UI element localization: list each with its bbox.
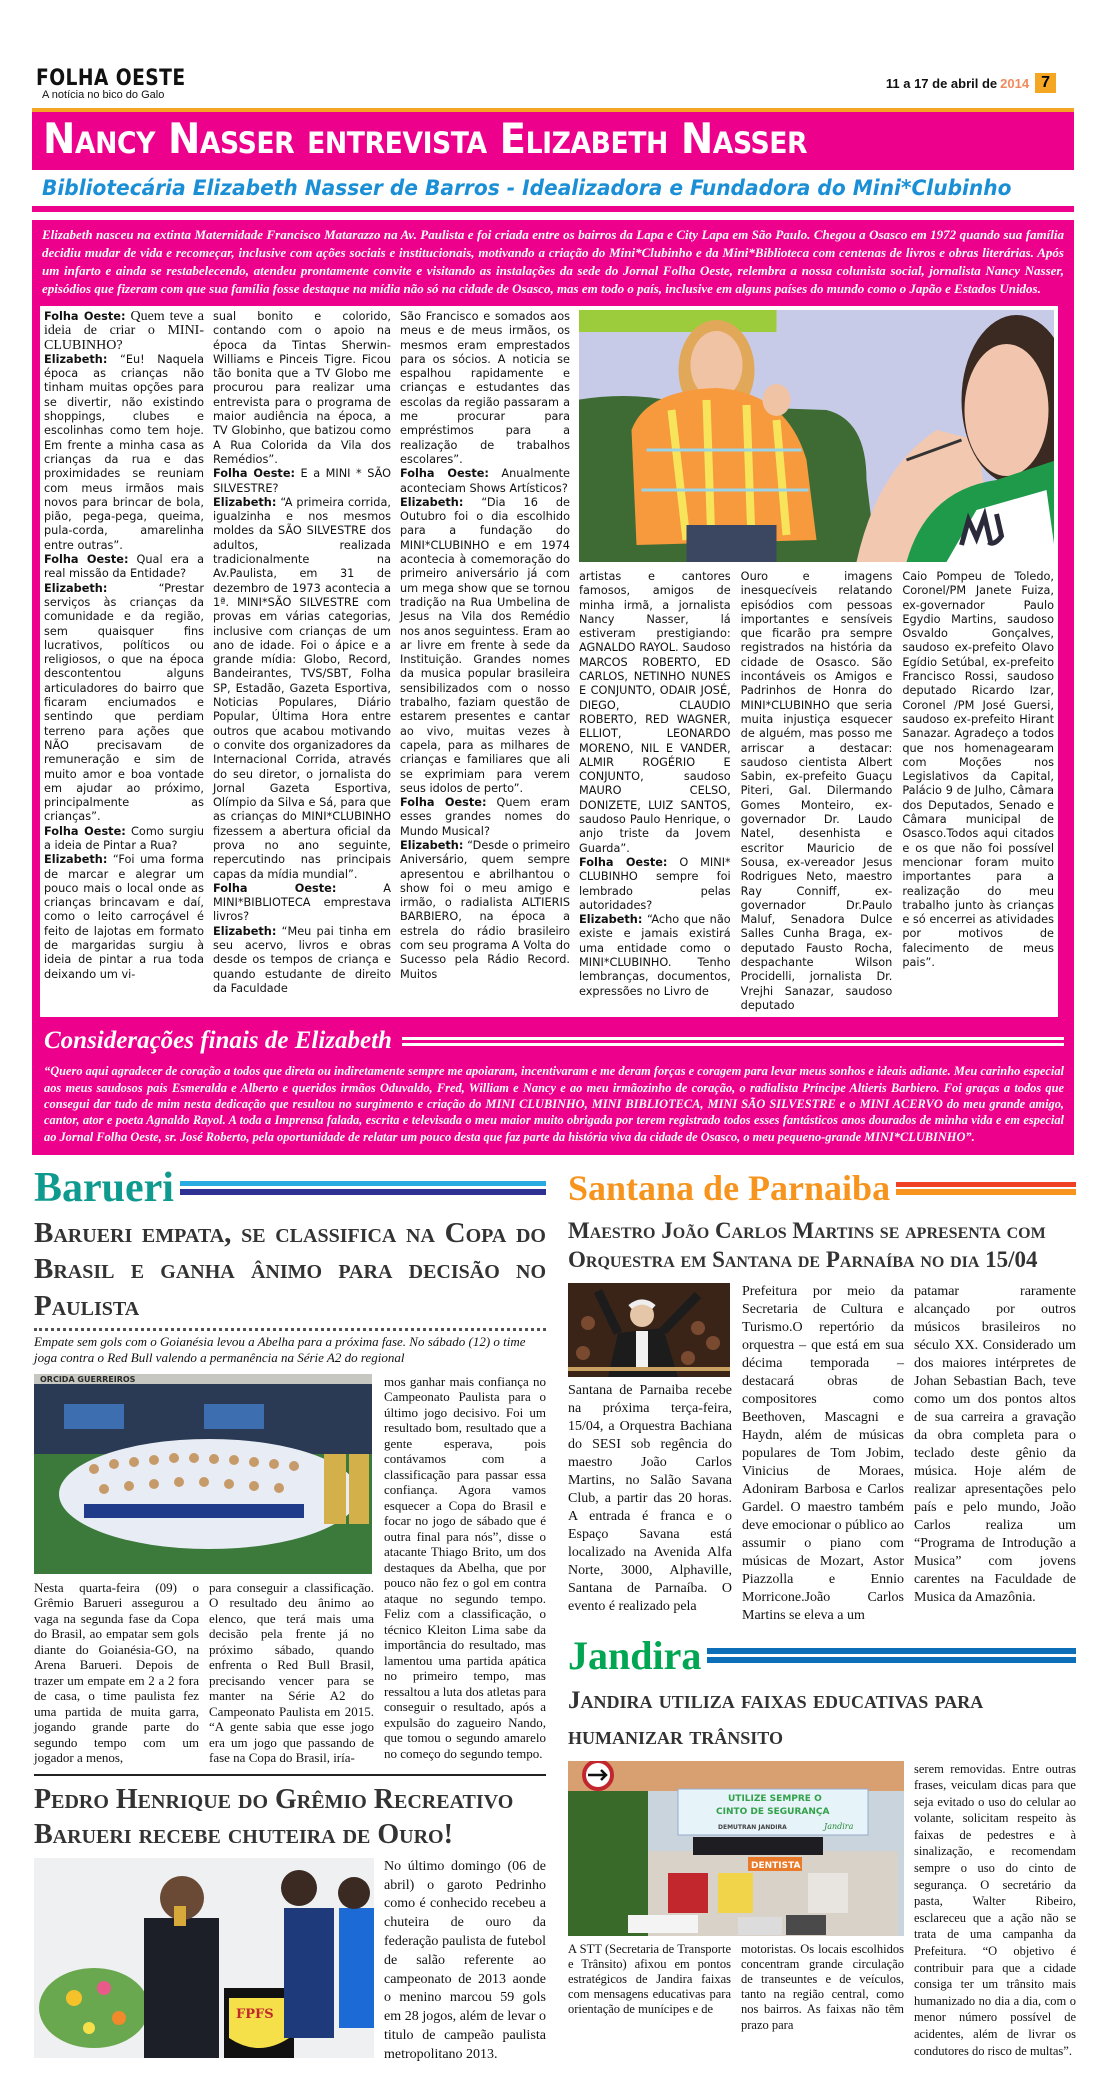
paragraph-text: “Acho que não existe e jamais existirá uma entidade como o MINI*CLUBINHO. Tenho lembranças, documentos, expressões no Livro de [579, 913, 731, 998]
jandira-story-body [568, 1761, 1076, 2060]
interview-text [400, 310, 570, 467]
banner-line-2: CINTO DE SEGURANÇA [716, 1806, 830, 1817]
interview-column-3 [400, 310, 570, 982]
answer-label: Elizabeth: [400, 495, 464, 509]
santana-story-headline: Maestro João Carlos Martins se apresenta com Orquestra em Santana de Parnaíba no dia 15/04 [568, 1218, 1046, 1272]
answer-label: Elizabeth: [213, 924, 277, 938]
interview-column-2 [213, 310, 391, 996]
pedro-story-body [34, 1858, 546, 2065]
interview-text [741, 570, 893, 1013]
interview-answer [213, 496, 391, 882]
interview-photo-image [579, 310, 1054, 562]
jandira-section-header [568, 1633, 1076, 1679]
barueri-story-deck: Empate sem gols com o Goianésia levou a Abelha para a próxima fase. No sábado (12) o time joga contra o Red Bull valendo a permanência na Série A2 do regional [34, 1333, 526, 1365]
divider [32, 212, 1074, 220]
jandira-lower-columns [568, 1942, 904, 2033]
barueri-column [34, 1165, 546, 2065]
answer-label: Elizabeth: [44, 853, 108, 867]
interview-question [400, 467, 570, 496]
interview-column-4 [579, 570, 731, 999]
barueri-story-column-right: mos ganhar mais confiança no Campeonato Paulista para o último jogo decisivo. Foi um resultado bom, resultado que a gente esperava, pois contávamos com a classificação para passar essa confiança. Agora vamos esquecer a Copa do Brasil e focar no jogo de sábado que é outra final para nós”, disse o atacante Thiago Brito, um dos destaques da Abelha, que por pouco não fez o gol em contra ataque no segundo tempo. Feliz com a classificação, o técnico Kleiton Lima sabe da importância do resultado, mas lamentou uma partida apática no primeiro tempo, mas ressaltou a luta dos atletas para conseguir o resultado, após a expulsão do zagueiro Nando, que tomou o segundo amarelo no começo do segundo tempo. [384, 1373, 546, 1761]
interview-text [579, 570, 731, 856]
interview-question [44, 825, 204, 854]
story-divider [34, 1774, 546, 1776]
fpfs-emblem-text: FPFS [236, 2006, 274, 2022]
barueri-left-stack [34, 1374, 374, 1766]
photo-banner-text: ORCIDA GUERREIROS [40, 1374, 136, 1384]
issue-year: 2014 [1000, 75, 1030, 91]
barueri-story-column-1: Nesta quarta-feira (09) o Grêmio Barueri assegurou a vaga na segunda fase da Copa do Brasil, ao empatar sem gols diante do Goianésia-GO, na Arena Barueri. Depois de trazer um empate em 2 a 2 fora de casa, o time paulista fez uma partida de muita garra, jogando grande parte do segundo tempo com um jogador a menos, [34, 1579, 199, 1766]
maestro-photo [568, 1283, 730, 1377]
barueri-lower-columns [34, 1580, 374, 1766]
interview-intro: Elizabeth nasceu na extinta Maternidade Francisco Matarazzo na Av. Paulista e foi criada entre os bairros da Lapa e City Lapa em São Paulo. Chegou a Osasco em 1972 quando sua família decidiu mudar de vida e recomeçar, inclusive com ações sociais e institucionais, motivando a criação do Mini*Clubinho e da Mini*Biblioteca com centenas de livros e obras literárias. Após um infarto e ainda se restabelecendo, atendeu prontamente convite e visitando as instalações da sede do Jornal Folha Oeste, relembra a nossa colunista social, jornalista Nancy Nasser, episódios que fizeram com que sua família fosse destaque na mídia não só na cidade de Osasco, mas em todo o país, inclusive em alguns países do mundo como o Japão e Estados Unidos. [42, 227, 1064, 296]
question-label: Folha Oeste: [44, 310, 126, 323]
jandira-column-3: serem removidas. Entre outras frases, veiculam dicas para que seja evitado o uso do celular ao volante, solicitam respeito às faixas de pedestres e à sinalização, e recomendam sempre o uso do cinto de segurança. O secretário da pasta, Walter Ribeiro, esclareceu que a ação não se trata de uma campanha da Prefeitura. “O objetivo é contribuir para que a cidade consiga ter um trânsito mais humanizado no dia a dia, com o menor número possível de acidentes, além de livrar os condutores do risco de multas”. [914, 1761, 1076, 2058]
newspaper-title: FOLHA OESTE [36, 66, 186, 91]
interview-answer [44, 853, 204, 982]
interview-right-block [579, 310, 1054, 1013]
interview-feature [32, 112, 1074, 1155]
team-photo-image [34, 1374, 372, 1574]
paragraph-text: Qual era a real missão da Entidade? [44, 553, 205, 581]
paragraph-text: E a MINI * SÃO SILVESTRE? [213, 467, 391, 495]
interview-question [400, 796, 570, 839]
question-label: Folha Oeste: [400, 467, 489, 481]
barueri-story-body [34, 1374, 546, 1766]
maestro-photo-image [568, 1283, 730, 1377]
jandira-section-rule [707, 1648, 1076, 1663]
section-title-barueri: Barueri [34, 1165, 174, 1211]
answer-label: Elizabeth: [44, 581, 108, 595]
interview-question [44, 310, 204, 353]
lower-sections [34, 1165, 1076, 2065]
answer-label: Elizabeth: [400, 838, 464, 852]
interview-question [44, 553, 204, 582]
paragraph-text: Quem teve a ideia de criar o MINI-CLUBINHO? [44, 309, 205, 353]
santana-section-rule [896, 1182, 1076, 1195]
santana-section-header [568, 1165, 1076, 1211]
final-remarks-text: “Quero aqui agradecer de coração a todos que direta ou indiretamente sempre me apoiaram, incentivaram e me deram forças e coragem para levar meus sonhos e ideais adiante. Meu carinho especial aos meus saudosos pais Esmeralda e Alberto e queridos irmãos Oduvaldo, Fred, William e Nancy e ao meu irmãozinho de coração, o radialista Príncipe Altieris Barbiero. Foi graças a todos que consegui dar tudo de mim nesta dedicação que resultou no surgimento e criação do MINI CLUBINHO, MINI BIBLIOTECA, MINI SÃO SILVESTRE e o MINI ACERVO do meu grande amigo, cantor, ator e poeta Agnaldo Rayol. A toda a Imprensa falada, escrita e televisada o meu maior muito obrigada por terem registrado todos esses fantásticos anos dourados de minha vida e em especial ao Jornal Folha Oeste, sr. José Roberto, pela oportunidade de relatar um pouco desta que faz parte da história viva da cidade de Osasco, o meu pequeno-grande MINI*CLUBINHO”. [44, 1064, 1064, 1144]
paragraph-text: A MINI*BIBLIOTECA emprestava livros? [213, 881, 392, 924]
award-photo-image [34, 1858, 374, 2058]
paragraph-text: “Dia 16 de Outubro foi o dia escolhido para a fundação do MINI*CLUBINHO e em 1974 acontecia à comemoração do primeiro aniversário já com um mega show que se tornou tradição na Rua Umbelina de Jesus na Vila dos Remédio nos anos seguintess. Eram ao ar livre em frente à sede da Instituição. Grandes nomes da musica popular brasileira sensibilizados com o nosso trabalho, faziam questão de estarem presentes e cantar ao vivo, muitas vezes à capela, para as milhares de crianças e familiares que ali se exprimiam para verem seus idolos de perto”. [400, 495, 570, 795]
paragraph-text: Caio Pompeu de Toledo, Coronel/PM Janete Fuiza, ex-governador Paulo Egydio Martins, saudoso Osvaldo Gonçalves, saudoso ex-prefeito Olavo Egídio Setúbal, ex-prefeito Francisco Rossi, saudoso deputado Ricardo Izar, Coronel /PM José Guersi, saudoso ex-prefeito Hirant Sanazar. Agradeço a todos que nos homenagearam com Moções nos Legislativos da Capital, Palácio 9 de Julho, Câmara dos Deputados, Senado e Câmara municipal de Osasco.Todos aqui citados e os que não foi possível mencionar foram muito importantes para a realização do meu trabalho junto às crianças e só encerrei as atividades por motivos de falecimento de meus pais”. [902, 570, 1055, 970]
barueri-team-photo [34, 1374, 372, 1574]
question-label: Folha Oeste: [44, 824, 126, 838]
interview-right-columns [579, 570, 1054, 1013]
section-title-jandira: Jandira [568, 1632, 702, 1678]
interview-question [579, 856, 731, 913]
paragraph-text: artistas e cantores famosos, amigos de minha irmã, a jornalista Nancy Nasser, lá estiveram prestigiando: AGNALDO RAYOL. Saudoso MARCOS ROBERTO, ED CARLOS, NETINHO NUNES E CONJUNTO, ODAIR JOSÉ, DIEGO, CLAUDIO ROBERTO, RED WAGNER, ELLIOT, LEONARDO MORENO, NIL E VANDER, ALMIR ROGÉRIO E CONJUNTO, saudoso MAURO CELSO, DONIZETE, LUIZ SANTOS, saudoso Paulo Henrique, o anjo triste da Jovem Guarda”. [579, 570, 731, 855]
interview-question [213, 882, 391, 925]
paragraph-text: sual bonito e colorido, contando com o apoio na época da Tintas Sherwin-Williams e Pinceis Tigre. Ficou tão bonita que a TV Globo me procurou para realizar uma entrevista para o programa de maior audiência na época, a TV Globinho, que batizou como A Rua Colorida da Vila dos Remédios”. [213, 310, 391, 466]
pedro-story-text: No último domingo (06 de abril) o garoto Pedrinho como é conhecido recebeu a chuteira de ouro da federação paulista de futebol de salão referente ao campeonato de 2013 aonde o menino marcou 59 gols em 28 jogos, além de levar o titulo de campeão paulista metropolitano 2013. [384, 1858, 546, 2062]
pedro-award-photo [34, 1858, 374, 2058]
barueri-story-headline: Barueri empata, se classifica na Copa do Brasil e ganha ânimo para decisão no Paulista [34, 1217, 546, 1322]
santana-column-3: patamar raramente alcançado por outros músicos brasileiros no século XX. Considerado um dos maiores intérpretes de Johan Sebastian Bach, teve como um dos pontos altos de sua carreira a gravação da obra completa para o teclado deste gênio da música. Hoje além de realizar apresentações pelo país e pelo mundo, João Carlos realiza um “Programa de Introdução a Musica” com jovens carentes na Faculdade de Musica da Amazônia. [914, 1283, 1076, 1605]
santana-story-body [568, 1283, 1076, 1625]
interview-headline: Nancy Nasser entrevista Elizabeth Nasser [43, 114, 808, 163]
interview-body [40, 306, 1058, 1017]
paragraph-text: Ouro e imagens inesquecíveis relatando episódios com pessoas importantes e sensíveis que ficarão pra sempre registrados na história da cidade de Osasco. São incontáveis os Amigos e Padrinhos de Honra do MINI*CLUBINHO que seria muita injustiça esquecer de alguém, mas posso me arriscar a destacar: saudoso cientista Albert Sabin, ex-prefeito Guaçu Piteri, Gal. Dilermando Gomes Monteiro, ex-governador Dr. Laudo Natel, desenhista e escritor Mauricio de Sousa, ex-vereador Jesus Rodrigues Neto, maestro Ray Conniff, ex-governador Dr.Paulo Maluf, Senadora Dulce Salles Cunha Braga, ex-deputado Fausto Rocha, despachante Wilson Procidelli, jornalista Dr. Vrejhi Sanazar, saudoso deputado [740, 570, 893, 1012]
interview-text [902, 570, 1054, 970]
interview-answer [44, 353, 204, 553]
jandira-left-stack [568, 1761, 904, 2033]
interview-answer [400, 839, 570, 982]
answer-label: Elizabeth: [579, 913, 643, 927]
paragraph-text: “Prestar serviços às crianças da comunidade e da região, sem quaisquer fins lucrativos, políticos ou religiosos, o que na época descontentou alguns articuladores do bairro que ficaram enciumados e sentindo que perdiam terreno para ações que NÃO precisavam de remuneração e sim de muito amor e boa vontade em ajudar ao próximo, principalmente as crianças”. [44, 581, 204, 824]
newspaper-tagline: A notícia no bico do Galo [42, 89, 165, 101]
interview-column-1 [44, 310, 204, 982]
barueri-section-header [34, 1165, 546, 1211]
question-label: Folha Oeste: [213, 467, 295, 481]
page-number: 7 [1035, 73, 1056, 93]
final-remarks-rule [402, 1037, 1064, 1046]
question-label: Folha Oeste: [400, 796, 487, 810]
interview-subhead: Bibliotecária Elizabeth Nasser de Barros - Idealizadora e Fundadora do Mini*Clubinho [42, 176, 1012, 200]
santana-column-1: Santana de Parnaiba recebe na próxima terça-feira, 15/04, a Orquestra Bachiana do SESI sob regência do maestro João Carlos Martins, no Salão Savana Club, a partir das 20 horas. A entrada é franca e o Espaço Savana está localizado na Avenida Alfa Norte, 3000, Alphaville, Santana de Parnaíba. O evento é realizado pela [568, 1382, 732, 1614]
paragraph-text: Quem eram esses grandes nomes do Mundo Musical? [400, 796, 570, 838]
dotted-rule [34, 1328, 546, 1331]
paragraph-text: São Francisco e somados aos meus e de meus irmãos, os mesmos eram emprestados para os sócios. A noticia se espalhou rapidamente e crianças e estudantes das escolas da região passaram a me procurar para empréstimos para a realização de trabalhos escolares”. [400, 310, 570, 466]
paragraph-text: Como surgiu a ideia de Pintar a Rua? [44, 824, 204, 852]
interview-photo [579, 310, 1054, 562]
question-label: Folha Oeste: [579, 855, 668, 869]
jandira-column-2: motoristas. Os locais escolhidos concentram grande circulação de transeuntes e de veículos, tanto na região central, como nos bairros. As faixas não têm prazo para [741, 1941, 904, 2032]
banner-org: DEMUTRAN JANDIRA [718, 1823, 787, 1831]
jandira-story-headline: Jandira utiliza faixas educativas para humanizar trânsito [568, 1686, 984, 1750]
paragraph-text: “Foi uma forma de marcar e alegrar um pouco mais o local onde as crianças brincavam e daí, como o leito carroçável é feito de lajotas em formato de margaridas surgiu à ideia de pintar a rua toda deixando um vi- [44, 853, 204, 981]
interview-column-6 [902, 570, 1054, 970]
final-remarks-title: Considerações finais de Elizabeth [44, 1027, 392, 1055]
street-photo-image [568, 1761, 904, 1936]
paragraph-text: Anualmente aconteciam Shows Artísticos? [400, 467, 571, 495]
banner-line-1: UTILIZE SEMPRE O [728, 1793, 822, 1804]
interview-answer [400, 496, 570, 796]
barueri-story-column-2: para conseguir a classificação. O resultado deu ânimo ao elenco, que terá mais uma decisão pela frente já no próximo sábado, quando enfrenta o Red Bull Brasil, precisando vencer para se manter na Série A2 do Campeonato Paulista em 2015. “A gente sabia que esse jogo era um jogo que passando de fase na Copa do Brasil, iría- [209, 1579, 374, 1766]
interview-answer [44, 582, 204, 825]
right-news-column [568, 1165, 1076, 2059]
santana-left-stack [568, 1283, 732, 1616]
subhead-bar [32, 170, 1074, 210]
paragraph-text: O MINI* CLUBINHO sempre foi lembrado pelas autoridades? [579, 855, 731, 912]
dateline [886, 73, 1056, 93]
answer-label: Elizabeth: [44, 352, 108, 366]
question-label: Folha Oeste: [44, 553, 129, 567]
answer-label: Elizabeth: [213, 495, 277, 509]
interview-question [213, 467, 391, 496]
paragraph-text: “Desde o primeiro Aniversário, quem sempre apresentou e abrilhantou o show foi o meu amigo e irmão, o radialista ALTIERIS BARBIERO, na época a estrela do rádio brasileiro com seu programa A Volta do Sucesso pela Rádio Record. Muitos [400, 838, 570, 981]
interview-text [213, 310, 391, 467]
jandira-column-1: A STT (Secretaria de Transporte e Trânsito) afixou em pontos estratégicos de Jandira faixas com mensagens educativas para orientação de munícipes e de [568, 1941, 731, 2017]
pedro-story-headline: Pedro Henrique do Grêmio Recreativo Barueri recebe chuteira de Ouro! [34, 1783, 514, 1850]
section-title-santana: Santana de Parnaiba [568, 1168, 891, 1208]
final-remarks-header [44, 1025, 1064, 1057]
store-sign-text: DENTISTA [751, 1860, 801, 1871]
banner-brand: Jandira [824, 1821, 854, 1831]
issue-dates: 11 a 17 de abril de [885, 75, 998, 91]
masthead [36, 66, 212, 101]
barueri-section-rule [180, 1181, 546, 1195]
question-label: Folha Oeste: [213, 881, 337, 895]
santana-column-2: Prefeitura por meio da Secretaria de Cultura e Turismo.O repertório da orquestra – que está em sua décima temporada – destacará obras de compositores como Beethoven, Mascagni e Haydn, além de músicas populares de Tom Jobim, Vinicius de Moraes, Adoniram Barbosa e Carlos Gardel. O maestro também deve emocionar o público ao assumir o piano com músicas de Mozart, Astor Piazzolla e Ennio Morricone.João Carlos Martins se eleva a um [742, 1283, 904, 1623]
paragraph-text: “Meu pai tinha em seu acervo, livros e obras desde os tempos de criança e quando estudante de direito da Faculdade [213, 924, 391, 995]
jandira-street-photo [568, 1761, 904, 1936]
interview-answer [213, 925, 391, 996]
interview-column-5 [741, 570, 893, 1013]
interview-answer [579, 913, 731, 999]
paragraph-text: “Eu! Naquela época as crianças não tinham muitas opções para se divertir, não existindo shoppings, clubes e escolinhas como tem hoje. Em frente a minha casa as crianças da rua e das proximidades se reuniam com meus irmãos mais novos para brincar de bola, pião, pega-pega, queima, pula-corda, amarelinha entre outras”. [44, 352, 204, 552]
paragraph-text: “A primeira corrida, igualzinha e nos mesmos moldes da SÃO SILVESTRE dos adultos, realizada tradicionalmente na Av.Paulista, em 31 de dezembro de 1973 acontecia a 1ª. MINI*SÃO SILVESTRE com provas em várias categorias, inclusive com crianças de um ano de idade. Foi o ápice e a grande mídia: Globo, Record, Bandeirantes, TVS/SBT, Folha SP, Estadão, Gazeta Esportiva, Noticias Populares, Diário Popular, Última Hora entre outros que acabou motivando o convite dos organizadores da Internacional Corrida, através do seu diretor, o jornalista do Jornal Gazeta Esportiva, Olímpio da Silva e Sá, para que as crianças do MINI*CLUBINHO fizessem a abertura oficial da prova no ano seguinte, repercutindo nas principais capas da mídia mundial”. [213, 495, 391, 881]
